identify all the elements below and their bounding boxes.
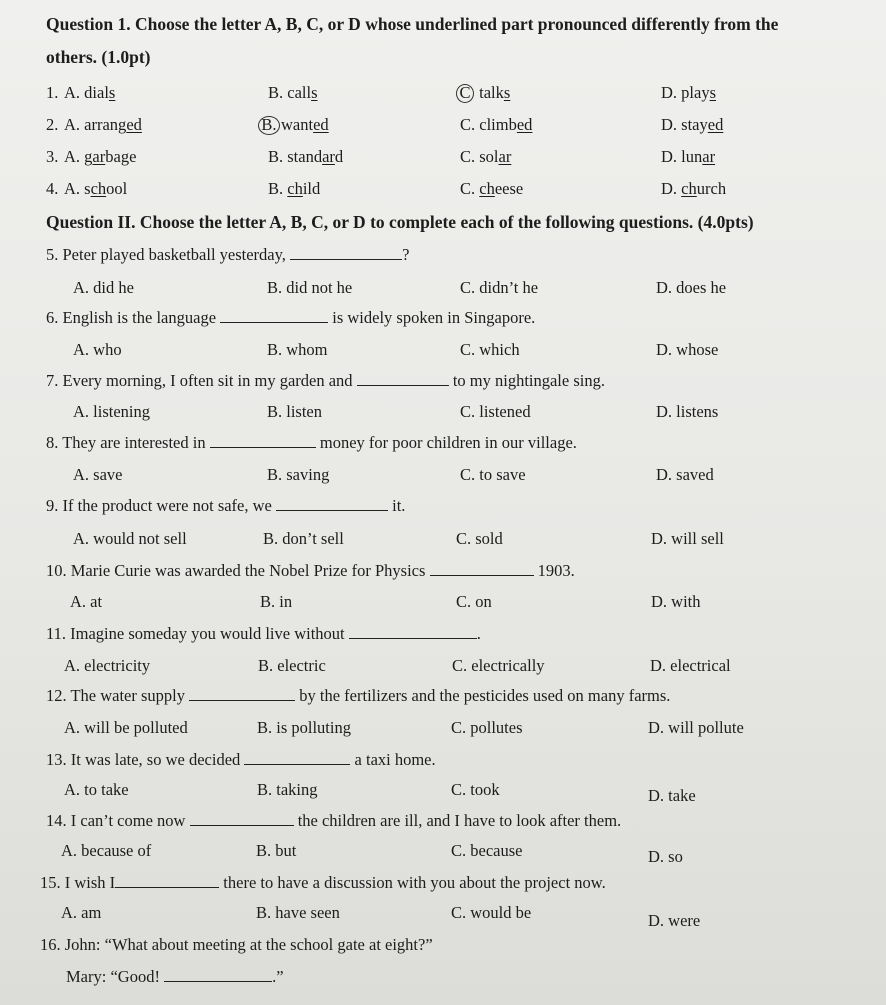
q1-item-2 xyxy=(0,115,886,139)
question-14-options xyxy=(0,841,886,865)
option-b[interactable]: B. whom xyxy=(267,340,328,359)
option-b: B. standard xyxy=(268,147,344,166)
question-9-stem: 9. If the product were not safe, we it. xyxy=(46,496,406,515)
option-c[interactable]: C. didn’t he xyxy=(460,278,539,297)
question-7-options xyxy=(0,402,886,426)
question-1-title: Question 1. Choose the letter A, B, C, or D whose underlined part pronounced differently from the xyxy=(46,14,779,34)
question-5-stem: 5. Peter played basketball yesterday, ? xyxy=(46,245,410,264)
option-c: C. climbed xyxy=(460,115,533,134)
question-15-stem: 15. I wish I there to have a discussion with you about the project now. xyxy=(40,873,606,892)
option-a[interactable]: A. save xyxy=(73,465,123,484)
option-a: A. garbage xyxy=(64,147,137,166)
option-a: A. arranged xyxy=(64,115,142,134)
option-c[interactable]: C. electrically xyxy=(452,656,545,675)
question-15-options xyxy=(0,903,886,930)
option-a[interactable]: A. would not sell xyxy=(73,529,187,548)
option-b[interactable]: B. don’t sell xyxy=(263,529,344,548)
option-a[interactable]: A. because of xyxy=(61,841,152,860)
item-number: 3. xyxy=(46,147,59,166)
option-d: D. stayed xyxy=(661,115,724,134)
question-1-title-cont: others. (1.0pt) xyxy=(46,47,151,67)
option-a[interactable]: A. did he xyxy=(73,278,134,297)
option-c[interactable]: C. would be xyxy=(451,903,532,922)
option-b: B. wanted xyxy=(262,115,329,135)
option-a[interactable]: A. who xyxy=(73,340,122,359)
question-7-stem: 7. Every morning, I often sit in my garden and to my nightingale sing. xyxy=(46,371,605,390)
option-d[interactable]: D. will pollute xyxy=(648,718,744,737)
question-11-options xyxy=(0,656,886,680)
question-6-stem: 6. English is the language is widely spoken in Singapore. xyxy=(46,308,536,327)
option-b[interactable]: B. have seen xyxy=(256,903,340,922)
option-d[interactable]: D. so xyxy=(648,847,683,866)
option-c[interactable]: C. pollutes xyxy=(451,718,523,737)
q1-item-4 xyxy=(0,179,886,203)
option-b[interactable]: B. taking xyxy=(257,780,318,799)
answer-blank[interactable] xyxy=(210,433,316,448)
question-8-options xyxy=(0,465,886,489)
option-a[interactable]: A. to take xyxy=(64,780,129,799)
option-c[interactable]: C. sold xyxy=(456,529,503,548)
answer-blank[interactable] xyxy=(290,245,402,260)
option-d[interactable]: D. were xyxy=(648,911,701,930)
option-d: D. church xyxy=(661,179,727,198)
question-13-stem: 13. It was late, so we decided a taxi home. xyxy=(46,750,436,769)
option-b: B. child xyxy=(268,179,321,198)
option-d[interactable]: D. whose xyxy=(656,340,719,359)
answer-blank[interactable] xyxy=(115,873,219,888)
circled-answer-icon: B. xyxy=(258,116,280,135)
answer-blank[interactable] xyxy=(357,371,449,386)
option-a: A. dials xyxy=(64,83,116,102)
item-number: 2. xyxy=(46,115,59,134)
option-d[interactable]: D. listens xyxy=(656,402,719,421)
option-a: A. school xyxy=(64,179,128,198)
question-8-stem: 8. They are interested in money for poor children in our village. xyxy=(46,433,577,452)
question-11-stem: 11. Imagine someday you would live without . xyxy=(46,624,481,643)
option-c[interactable]: C. to save xyxy=(460,465,526,484)
option-a[interactable]: A. will be polluted xyxy=(64,718,188,737)
option-c[interactable]: C. because xyxy=(451,841,523,860)
option-a[interactable]: A. electricity xyxy=(64,656,151,675)
option-b[interactable]: B. but xyxy=(256,841,297,860)
question-16-stem: 16. John: “What about meeting at the school gate at eight?” xyxy=(40,935,433,954)
option-d[interactable]: D. saved xyxy=(656,465,714,484)
question-5-options xyxy=(0,278,886,302)
option-d: D. plays xyxy=(661,83,716,102)
option-a[interactable]: A. at xyxy=(70,592,103,611)
answer-blank[interactable] xyxy=(276,496,388,511)
answer-blank[interactable] xyxy=(220,308,328,323)
option-d[interactable]: D. will sell xyxy=(651,529,724,548)
option-c: C. solar xyxy=(460,147,512,166)
option-d[interactable]: D. does he xyxy=(656,278,727,297)
option-a[interactable]: A. am xyxy=(61,903,102,922)
item-number: 4. xyxy=(46,179,59,198)
q1-item-3 xyxy=(0,147,886,171)
question-10-stem: 10. Marie Curie was awarded the Nobel Prize for Physics 1903. xyxy=(46,561,575,580)
option-b[interactable]: B. did not he xyxy=(267,278,353,297)
question-16-reply: Mary: “Good! .” xyxy=(66,967,284,986)
option-d[interactable]: D. electrical xyxy=(650,656,731,675)
question-10-options xyxy=(0,592,886,616)
question-9-options xyxy=(0,529,886,553)
option-b[interactable]: B. in xyxy=(260,592,293,611)
answer-blank[interactable] xyxy=(164,967,272,982)
option-c: C talks xyxy=(460,83,510,103)
q1-item-1 xyxy=(0,83,886,107)
option-d: D. lunar xyxy=(661,147,716,166)
option-c: C. cheese xyxy=(460,179,524,198)
answer-blank[interactable] xyxy=(190,811,294,826)
answer-blank[interactable] xyxy=(349,624,477,639)
question-13-options xyxy=(0,780,886,804)
question-2-title: Question II. Choose the letter A, B, C, or D to complete each of the following questions. (4.0pts) xyxy=(46,212,754,232)
item-number: 1. xyxy=(46,83,59,102)
circled-answer-icon: C xyxy=(456,84,474,103)
answer-blank[interactable] xyxy=(244,750,350,765)
option-b[interactable]: B. is polluting xyxy=(257,718,351,737)
answer-blank[interactable] xyxy=(189,686,295,701)
option-b: B. calls xyxy=(268,83,318,102)
option-c[interactable]: C. which xyxy=(460,340,520,359)
option-b[interactable]: B. saving xyxy=(267,465,330,484)
option-b[interactable]: B. electric xyxy=(258,656,326,675)
option-c[interactable]: C. listened xyxy=(460,402,531,421)
answer-blank[interactable] xyxy=(430,561,534,576)
question-12-options xyxy=(0,718,886,742)
question-14-stem: 14. I can’t come now the children are ill, and I have to look after them. xyxy=(46,811,622,830)
option-c[interactable]: C. took xyxy=(451,780,500,799)
option-d[interactable]: D. take xyxy=(648,786,696,805)
question-12-stem: 12. The water supply by the fertilizers and the pesticides used on many farms. xyxy=(46,686,671,705)
option-a[interactable]: A. listening xyxy=(73,402,150,421)
option-b[interactable]: B. listen xyxy=(267,402,323,421)
option-d[interactable]: D. with xyxy=(651,592,701,611)
question-6-options xyxy=(0,340,886,364)
option-c[interactable]: C. on xyxy=(456,592,492,611)
